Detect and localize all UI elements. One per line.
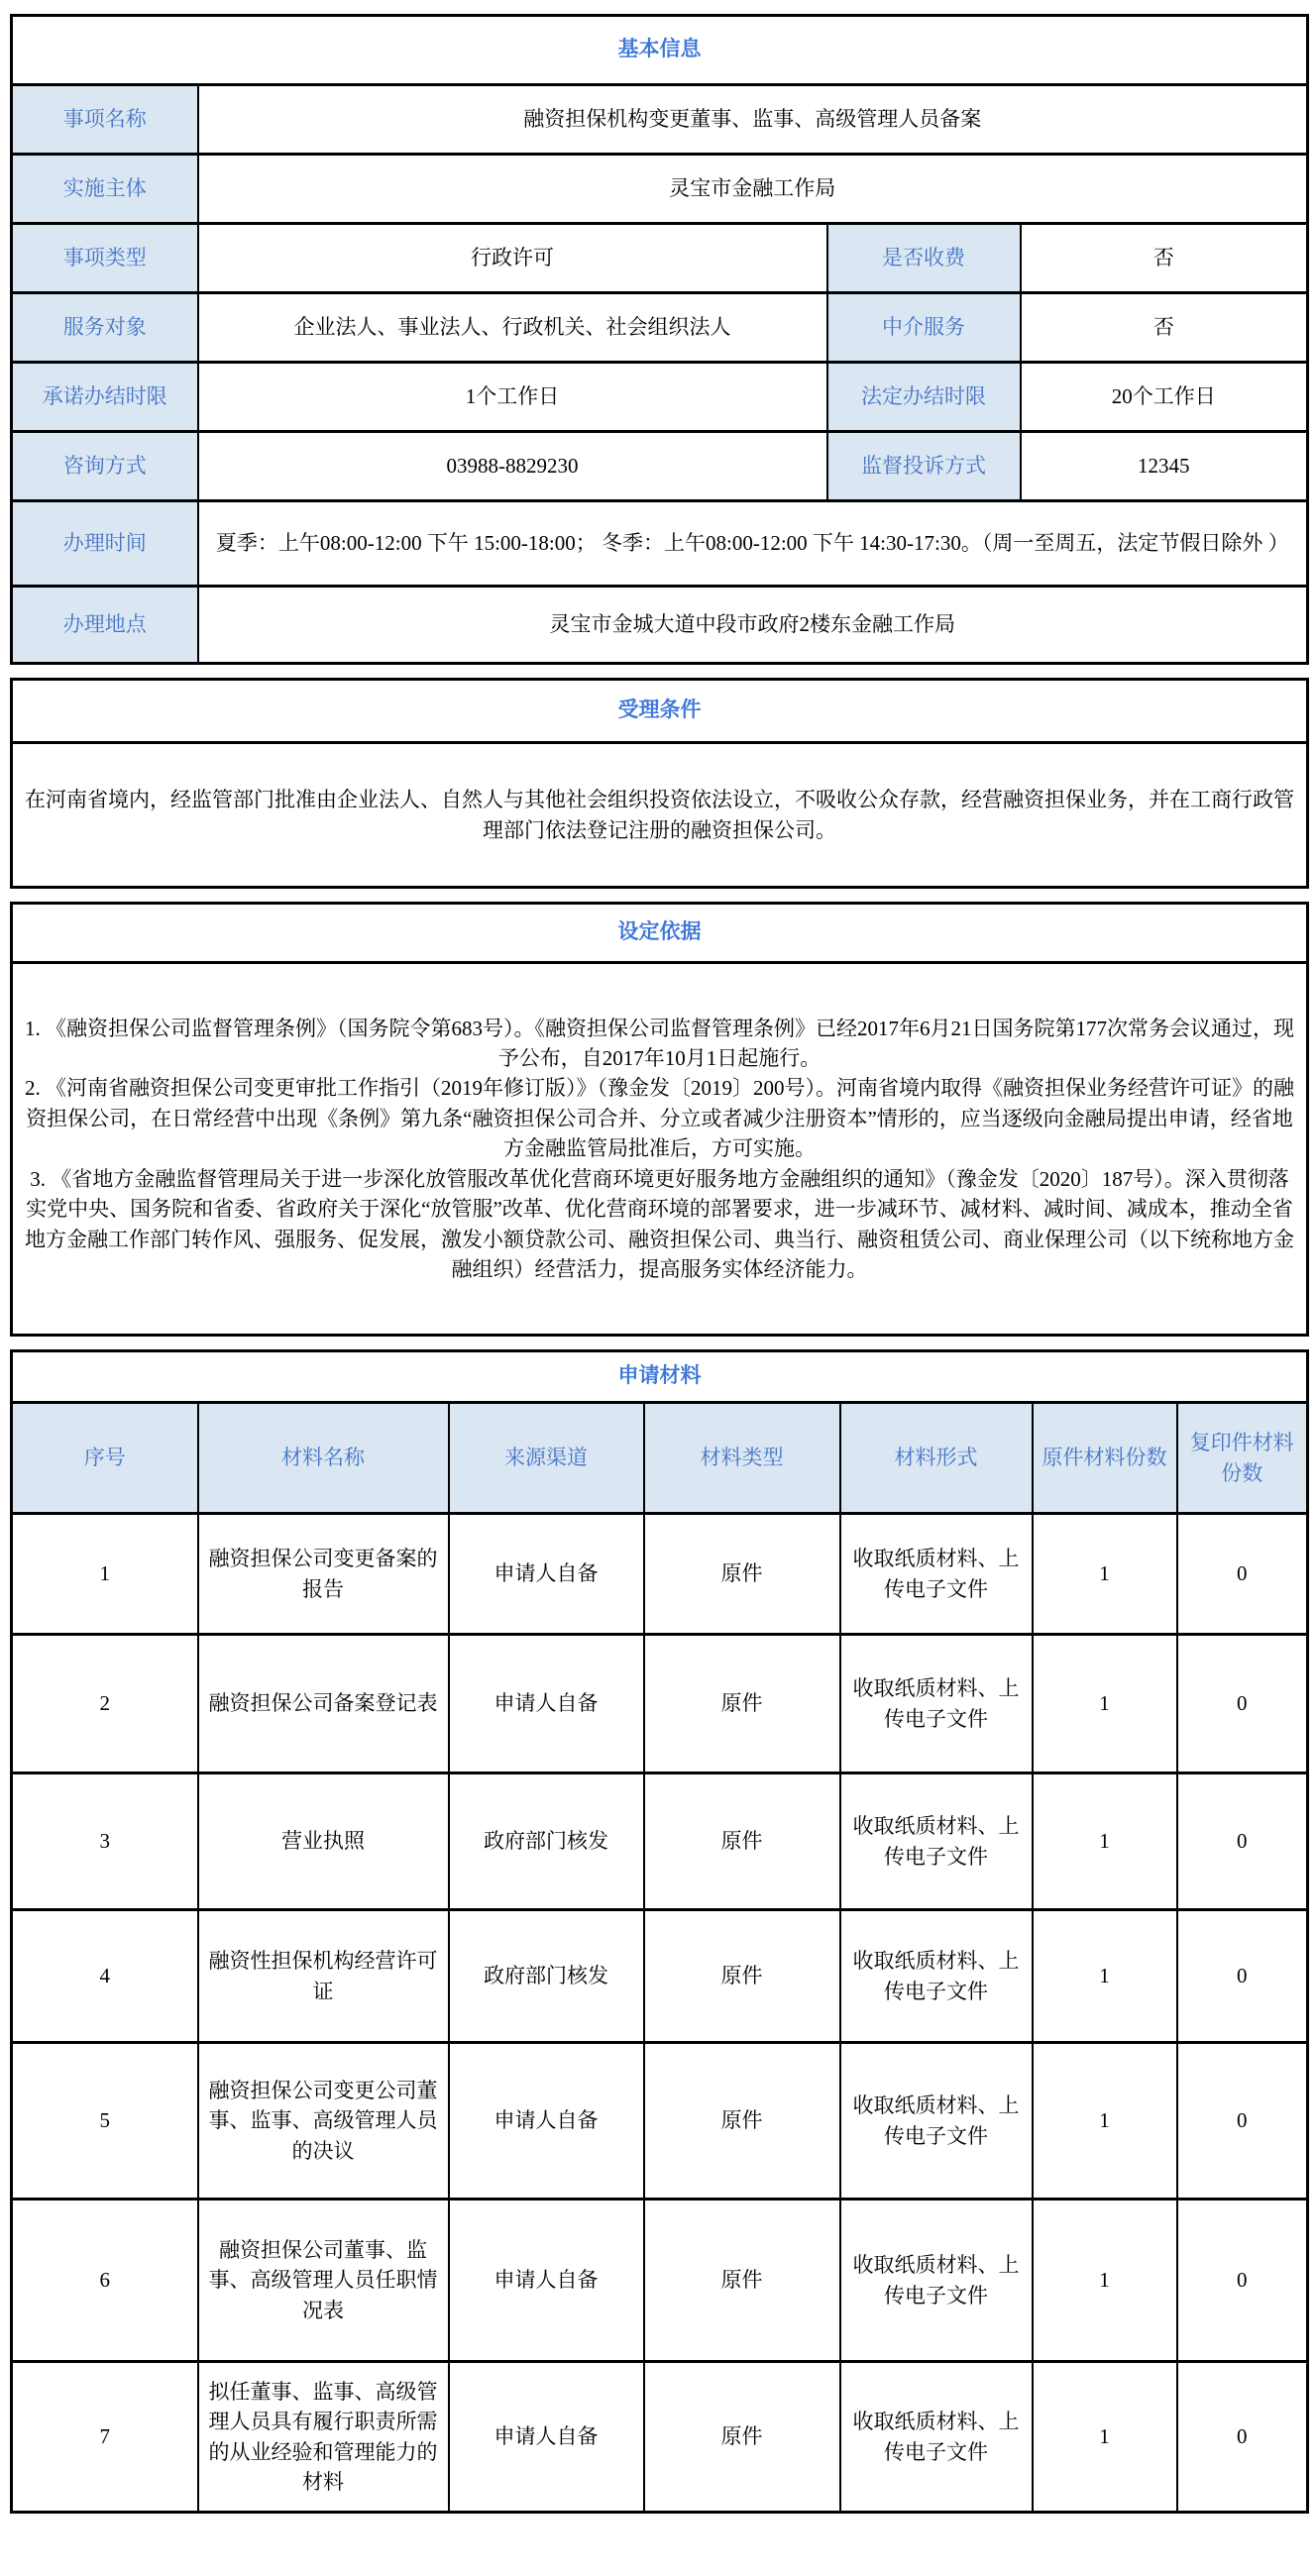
material-source: 政府部门核发 bbox=[449, 1910, 644, 2043]
acceptance-body: 在河南省境内，经监管部门批准由企业法人、自然人与其他社会组织投资依法设立，不吸收公众存款，经营融资担保业务，并在工商行政管理部门依法登记注册的融资担保公司。 bbox=[12, 743, 1308, 888]
material-source: 申请人自备 bbox=[449, 2200, 644, 2362]
material-form: 收取纸质材料、上传电子文件 bbox=[840, 2043, 1033, 2200]
material-form: 收取纸质材料、上传电子文件 bbox=[840, 1635, 1033, 1773]
material-original-count: 1 bbox=[1033, 1514, 1177, 1635]
material-name: 融资性担保机构经营许可证 bbox=[198, 1910, 449, 2043]
material-original-count: 1 bbox=[1033, 1635, 1177, 1773]
field-value: 03988-8829230 bbox=[198, 432, 827, 501]
material-name: 营业执照 bbox=[198, 1773, 449, 1910]
material-no: 4 bbox=[12, 1910, 198, 2043]
material-name: 融资担保公司变更备案的报告 bbox=[198, 1514, 449, 1635]
table-row bbox=[12, 1635, 1308, 1773]
basis-item-3: 3. 《省地方金融监督管理局关于进一步深化放管服改革优化营商环境更好服务地方金融组织的通知》（豫金发〔2020〕187号）。深入贯彻落实党中央、国务院和省委、省政府关于深化“放管服”改革、优化营商环境的部署要求，进一步减环节、减材料、减时间、减成本，推动全省地方金融工作部门转作风、强服务、促发展，激发小额贷款公司、融资担保公司、典当行、融资租赁公司、商业保理公司（以下统称地方金融组织）经营活力，提高服务实体经济能力。 bbox=[25, 1166, 1294, 1282]
basic-info-title: 基本信息 bbox=[12, 16, 1308, 85]
basic-info-section bbox=[10, 14, 1306, 665]
table-row bbox=[12, 2043, 1308, 2200]
field-value: 行政许可 bbox=[198, 224, 827, 293]
field-value: 20个工作日 bbox=[1021, 363, 1308, 432]
field-value: 夏季：上午08:00-12:00 下午 15:00-18:00； 冬季：上午08:00-12:00 下午 14:30-17:30。（周一至周五，法定节假日除外 ） bbox=[198, 501, 1308, 587]
material-type: 原件 bbox=[644, 1635, 840, 1773]
table-row bbox=[12, 963, 1308, 1336]
basis-item-1: 1. 《融资担保公司监督管理条例》（国务院令第683号）。《融资担保公司监督管理条例》已经2017年6月21日国务院第177次常务会议通过，现予公布，自2017年10月1日起施行。 bbox=[25, 1016, 1294, 1070]
column-header: 材料形式 bbox=[840, 1403, 1033, 1514]
material-copy-count: 0 bbox=[1177, 2043, 1308, 2200]
material-source: 申请人自备 bbox=[449, 1514, 644, 1635]
table-row bbox=[12, 743, 1308, 888]
table-row bbox=[12, 1514, 1308, 1635]
material-name: 融资担保公司备案登记表 bbox=[198, 1635, 449, 1773]
material-no: 7 bbox=[12, 2362, 198, 2513]
field-value: 否 bbox=[1021, 293, 1308, 363]
basis-item-2: 2. 《河南省融资担保公司变更审批工作指引（2019年修订版）》（豫金发〔2019〕200号）。河南省境内取得《融资担保业务经营许可证》的融资担保公司，在日常经营中出现《条例》第九条“融资担保公司合并、分立或者减少注册资本”情形的，应当逐级向金融局提出申请，经省地方金融监管局批准后，方可实施。 bbox=[25, 1076, 1294, 1161]
section-title-row bbox=[12, 904, 1308, 963]
acceptance-section bbox=[10, 678, 1306, 889]
material-original-count: 1 bbox=[1033, 2362, 1177, 2513]
table-row bbox=[12, 155, 1308, 224]
field-label: 事项类型 bbox=[12, 224, 198, 293]
material-source: 政府部门核发 bbox=[449, 1773, 644, 1910]
material-copy-count: 0 bbox=[1177, 1635, 1308, 1773]
table-row bbox=[12, 293, 1308, 363]
field-label: 办理时间 bbox=[12, 501, 198, 587]
basic-info-table bbox=[10, 14, 1309, 665]
material-type: 原件 bbox=[644, 1773, 840, 1910]
material-no: 5 bbox=[12, 2043, 198, 2200]
material-source: 申请人自备 bbox=[449, 2362, 644, 2513]
material-form: 收取纸质材料、上传电子文件 bbox=[840, 2362, 1033, 2513]
material-copy-count: 0 bbox=[1177, 1773, 1308, 1910]
material-name: 拟任董事、监事、高级管理人员具有履行职责所需的从业经验和管理能力的材料 bbox=[198, 2362, 449, 2513]
basis-body bbox=[12, 963, 1308, 1336]
material-copy-count: 0 bbox=[1177, 1514, 1308, 1635]
field-value: 灵宝市金城大道中段市政府2楼东金融工作局 bbox=[198, 587, 1308, 664]
column-header: 材料名称 bbox=[198, 1403, 449, 1514]
column-header: 来源渠道 bbox=[449, 1403, 644, 1514]
column-header: 复印件材料份数 bbox=[1177, 1403, 1308, 1514]
material-original-count: 1 bbox=[1033, 2043, 1177, 2200]
material-no: 6 bbox=[12, 2200, 198, 2362]
material-type: 原件 bbox=[644, 2043, 840, 2200]
field-label: 实施主体 bbox=[12, 155, 198, 224]
basis-section bbox=[10, 902, 1306, 1337]
field-label: 中介服务 bbox=[827, 293, 1021, 363]
field-label: 法定办结时限 bbox=[827, 363, 1021, 432]
materials-header-row bbox=[12, 1403, 1308, 1514]
material-copy-count: 0 bbox=[1177, 2362, 1308, 2513]
material-copy-count: 0 bbox=[1177, 2200, 1308, 2362]
section-title-row bbox=[12, 16, 1308, 85]
material-source: 申请人自备 bbox=[449, 1635, 644, 1773]
field-label: 咨询方式 bbox=[12, 432, 198, 501]
table-row bbox=[12, 2362, 1308, 2513]
materials-section bbox=[10, 1349, 1306, 2514]
material-no: 2 bbox=[12, 1635, 198, 1773]
material-form: 收取纸质材料、上传电子文件 bbox=[840, 1773, 1033, 1910]
basis-title: 设定依据 bbox=[12, 904, 1308, 963]
material-no: 1 bbox=[12, 1514, 198, 1635]
table-row bbox=[12, 432, 1308, 501]
field-label: 承诺办结时限 bbox=[12, 363, 198, 432]
table-row bbox=[12, 363, 1308, 432]
table-row bbox=[12, 501, 1308, 587]
section-title-row bbox=[12, 680, 1308, 743]
material-type: 原件 bbox=[644, 1514, 840, 1635]
column-header: 原件材料份数 bbox=[1033, 1403, 1177, 1514]
materials-title: 申请材料 bbox=[12, 1351, 1308, 1403]
field-value: 否 bbox=[1021, 224, 1308, 293]
material-type: 原件 bbox=[644, 2200, 840, 2362]
basis-table bbox=[10, 902, 1309, 1337]
field-label: 是否收费 bbox=[827, 224, 1021, 293]
material-form: 收取纸质材料、上传电子文件 bbox=[840, 1514, 1033, 1635]
field-label: 监督投诉方式 bbox=[827, 432, 1021, 501]
section-title-row bbox=[12, 1351, 1308, 1403]
acceptance-table bbox=[10, 678, 1309, 889]
material-original-count: 1 bbox=[1033, 2200, 1177, 2362]
material-form: 收取纸质材料、上传电子文件 bbox=[840, 1910, 1033, 2043]
field-value: 融资担保机构变更董事、监事、高级管理人员备案 bbox=[198, 85, 1308, 155]
field-label: 事项名称 bbox=[12, 85, 198, 155]
column-header: 序号 bbox=[12, 1403, 198, 1514]
field-label: 服务对象 bbox=[12, 293, 198, 363]
table-row bbox=[12, 224, 1308, 293]
material-copy-count: 0 bbox=[1177, 1910, 1308, 2043]
material-original-count: 1 bbox=[1033, 1910, 1177, 2043]
materials-table bbox=[10, 1349, 1309, 2514]
material-no: 3 bbox=[12, 1773, 198, 1910]
material-name: 融资担保公司董事、监事、高级管理人员任职情况表 bbox=[198, 2200, 449, 2362]
column-header: 材料类型 bbox=[644, 1403, 840, 1514]
table-row bbox=[12, 1910, 1308, 2043]
acceptance-title: 受理条件 bbox=[12, 680, 1308, 743]
table-row bbox=[12, 85, 1308, 155]
material-source: 申请人自备 bbox=[449, 2043, 644, 2200]
table-row bbox=[12, 587, 1308, 664]
material-original-count: 1 bbox=[1033, 1773, 1177, 1910]
table-row bbox=[12, 1773, 1308, 1910]
field-label: 办理地点 bbox=[12, 587, 198, 664]
material-type: 原件 bbox=[644, 1910, 840, 2043]
table-row bbox=[12, 2200, 1308, 2362]
field-value: 企业法人、事业法人、行政机关、社会组织法人 bbox=[198, 293, 827, 363]
material-name: 融资担保公司变更公司董事、监事、高级管理人员的决议 bbox=[198, 2043, 449, 2200]
field-value: 灵宝市金融工作局 bbox=[198, 155, 1308, 224]
field-value: 1个工作日 bbox=[198, 363, 827, 432]
material-form: 收取纸质材料、上传电子文件 bbox=[840, 2200, 1033, 2362]
material-type: 原件 bbox=[644, 2362, 840, 2513]
field-value: 12345 bbox=[1021, 432, 1308, 501]
